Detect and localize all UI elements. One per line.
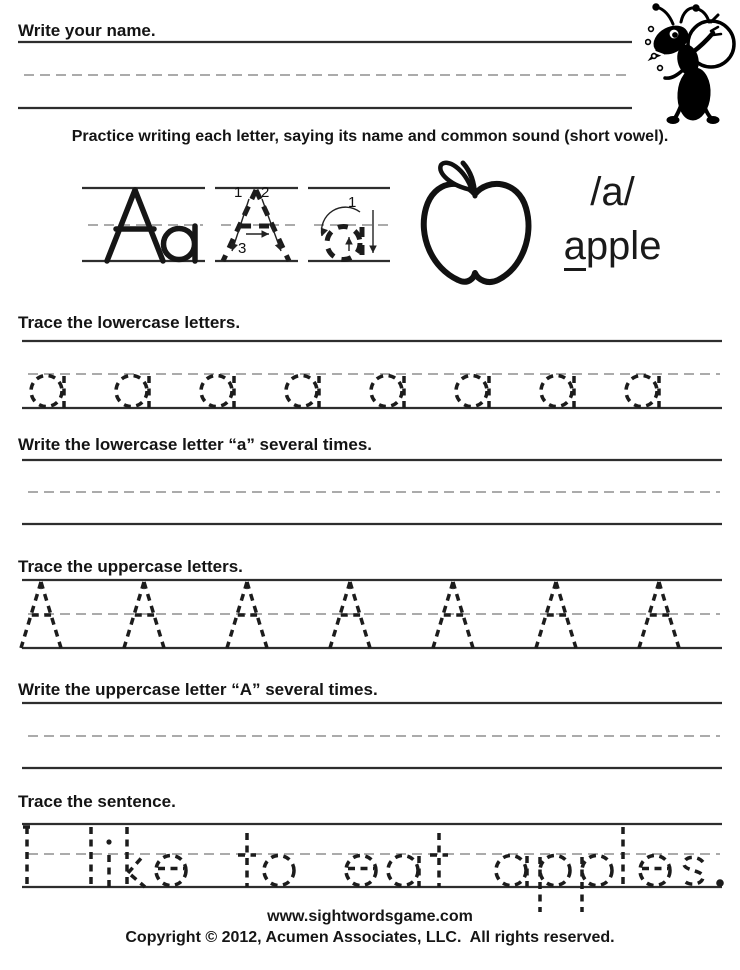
trace-lowercase-row bbox=[22, 341, 722, 408]
name-writing-lines bbox=[18, 42, 632, 108]
apple-icon bbox=[414, 152, 536, 294]
example-word bbox=[530, 224, 695, 269]
trace-sentence-row bbox=[22, 824, 724, 912]
section-label-trace-sentence: Trace the sentence. bbox=[18, 792, 176, 811]
section-label-trace-lowercase: Trace the lowercase letters. bbox=[18, 313, 241, 332]
solid-letters-Aa bbox=[107, 190, 195, 261]
trace-guide-uppercase-A bbox=[223, 184, 289, 261]
section-label-write-lowercase: Write the lowercase letter “a” several times. bbox=[18, 435, 373, 454]
svg-text:1: 1 bbox=[234, 184, 243, 201]
svg-text:3: 3 bbox=[238, 240, 247, 257]
write-lowercase-row bbox=[22, 460, 722, 524]
write-uppercase-row bbox=[22, 703, 722, 768]
footer-website: www.sightwordsgame.com bbox=[267, 908, 473, 925]
section-label-write-uppercase: Write the uppercase letter “A” several times. bbox=[18, 680, 378, 699]
section-label-trace-uppercase: Trace the uppercase letters. bbox=[18, 557, 243, 576]
instruction-text: Practice writing each letter, saying its name and common sound (short vowel). bbox=[71, 128, 669, 145]
ant-with-apple-icon bbox=[645, 2, 739, 126]
example-word-initial: a bbox=[564, 224, 586, 271]
svg-text:2: 2 bbox=[261, 184, 270, 201]
footer-copyright: Copyright © 2012, Acumen Associates, LLC. All rights reserved. bbox=[125, 929, 615, 946]
name-label: Write your name. bbox=[18, 21, 156, 40]
trace-uppercase-row bbox=[21, 580, 722, 648]
example-word-rest: pple bbox=[585, 224, 662, 268]
svg-text:1: 1 bbox=[348, 194, 357, 211]
trace-guide-lowercase-a bbox=[321, 194, 377, 261]
letter-sound: /a/ bbox=[590, 170, 635, 214]
